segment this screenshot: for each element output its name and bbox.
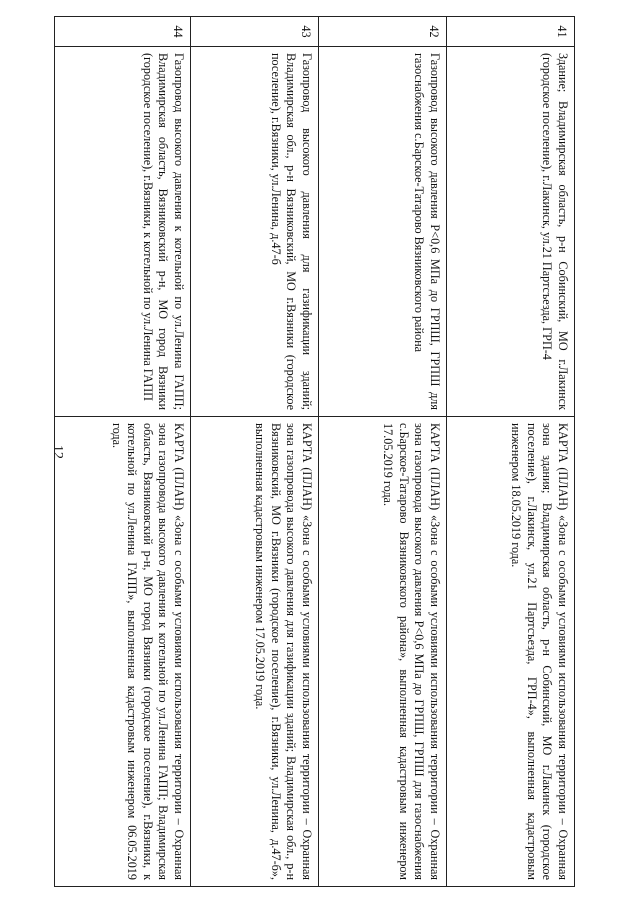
zones-table: [54, 16, 575, 887]
row-number: 44: [55, 17, 191, 47]
object-description: Газопровод высокого давления для газификации зданий; Владимирская обл., р-н Вязниковский, МО г.Вязники (городское поселение), г.Вязники, ул.Ленина, д.47-б: [191, 47, 319, 417]
zone-map-document: КАРТА (ПЛАН) «Зона с особыми условиями использования территории – Охранная зона здания; Владимирская область, р-н Собинский, МО г.Лакинск (городское поселение), г.Лакинск, ул.21 Партсъезда, ГРП-4», выполненная кадастровым инженером 18.05.2019 года.: [447, 417, 575, 887]
row-number: 41: [447, 17, 575, 47]
table-row: [447, 17, 575, 887]
object-description: Газопровод высокого давления к котельной по ул.Ленина ГАПП; Владимирская область, Вязниковский р-н, МО город Вязники (городское поселение), г.Вязники, к котельной по ул.Ленина ГАПП: [55, 47, 191, 417]
table-row: [319, 17, 447, 887]
object-description: Газопровод высокого давления Р<0,6 МПа до ГРПШ, ГРПШ для газоснабжения с.Барское-Татарово Вязниковского района: [319, 47, 447, 417]
rotated-table-wrapper: [55, 16, 575, 886]
page-number: 12: [50, 445, 65, 459]
object-description: Здание; Владимирская область, р-н Собинский, МО г.Лакинск (городское поселение), г.Лакинск, ул.21 Партсъезда, ГРП-4: [447, 47, 575, 417]
table-row: [191, 17, 319, 887]
zone-map-document: КАРТА (ПЛАН) «Зона с особыми условиями использования территории – Охранная зона газопровода высокого давления для газификации зданий; Владимирская обл., р-н Вязниковский, МО г.Вязники (городское поселение), г.Вязники, ул.Ленина, д.47-б», выполненная кадастровым инженером 17.05.2019 года.: [191, 417, 319, 887]
zone-map-document: КАРТА (ПЛАН) «Зона с особыми условиями использования территории – Охранная зона газопровода высокого давления к котельной по ул.Ленина ГАПП; Владимирская область, Вязниковский р-н, МО город Вязники (городское поселение), г.Вязники, к котельной по ул.Ленина ГАПП», выполненная кадастровым инженером 06.05.2019 года.: [55, 417, 191, 887]
row-number: 42: [319, 17, 447, 47]
row-number: 43: [191, 17, 319, 47]
table-row: [55, 17, 191, 887]
zone-map-document: КАРТА (ПЛАН) «Зона с особыми условиями использования территории – Охранная зона газопровода высокого давления Р<0,6 МПа до ГРПШ, ГРПШ для газоснабжения с.Барское-Татарово Вязниковского района», выполненная кадастровым инженером 17.05.2019 года.: [319, 417, 447, 887]
